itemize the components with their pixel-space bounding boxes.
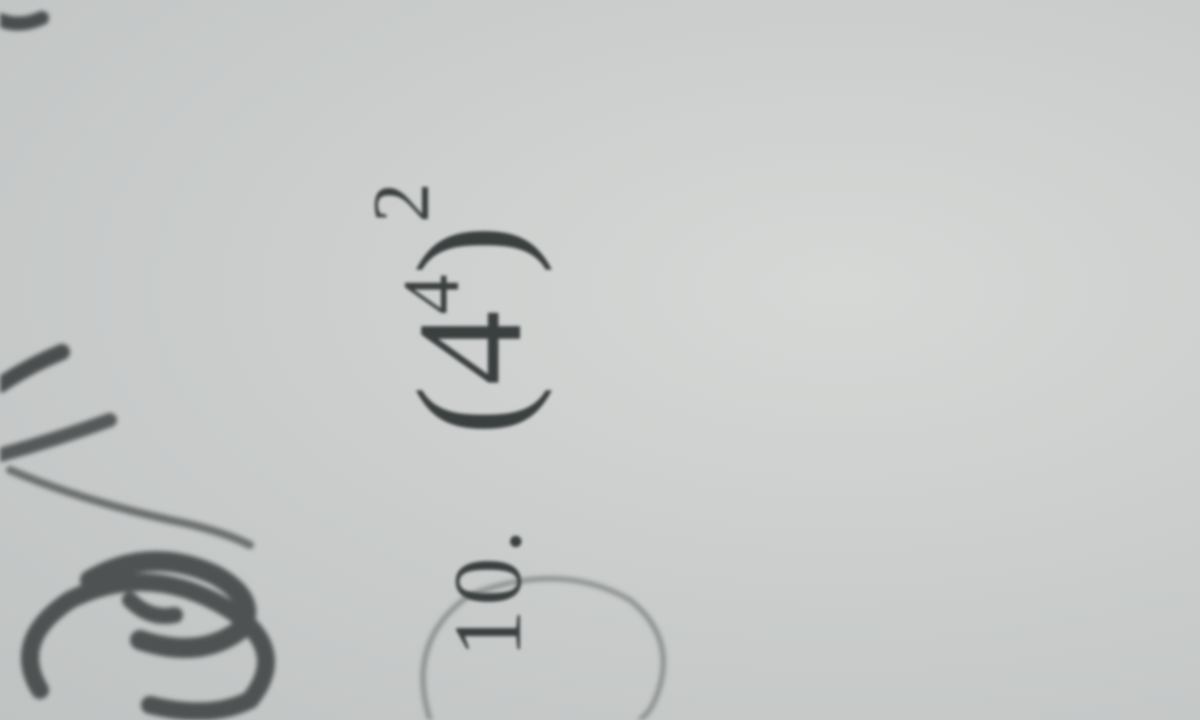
- pencil-mark-lower: [10, 470, 250, 545]
- outer-exponent: 2: [358, 182, 446, 223]
- open-paren: (: [387, 385, 553, 436]
- pencil-mark-middle: [0, 420, 110, 455]
- pencil-mark-upper: [0, 352, 62, 385]
- expression: [358, 182, 553, 436]
- problem-number: 10.: [434, 525, 541, 658]
- problem-10: [358, 182, 556, 658]
- inner-exponent: 4: [388, 274, 476, 315]
- base-number: 4: [387, 310, 553, 386]
- close-paren: ): [387, 224, 553, 275]
- pencil-mark-top: [0, 18, 42, 24]
- pencil-loop-tail: [130, 600, 175, 616]
